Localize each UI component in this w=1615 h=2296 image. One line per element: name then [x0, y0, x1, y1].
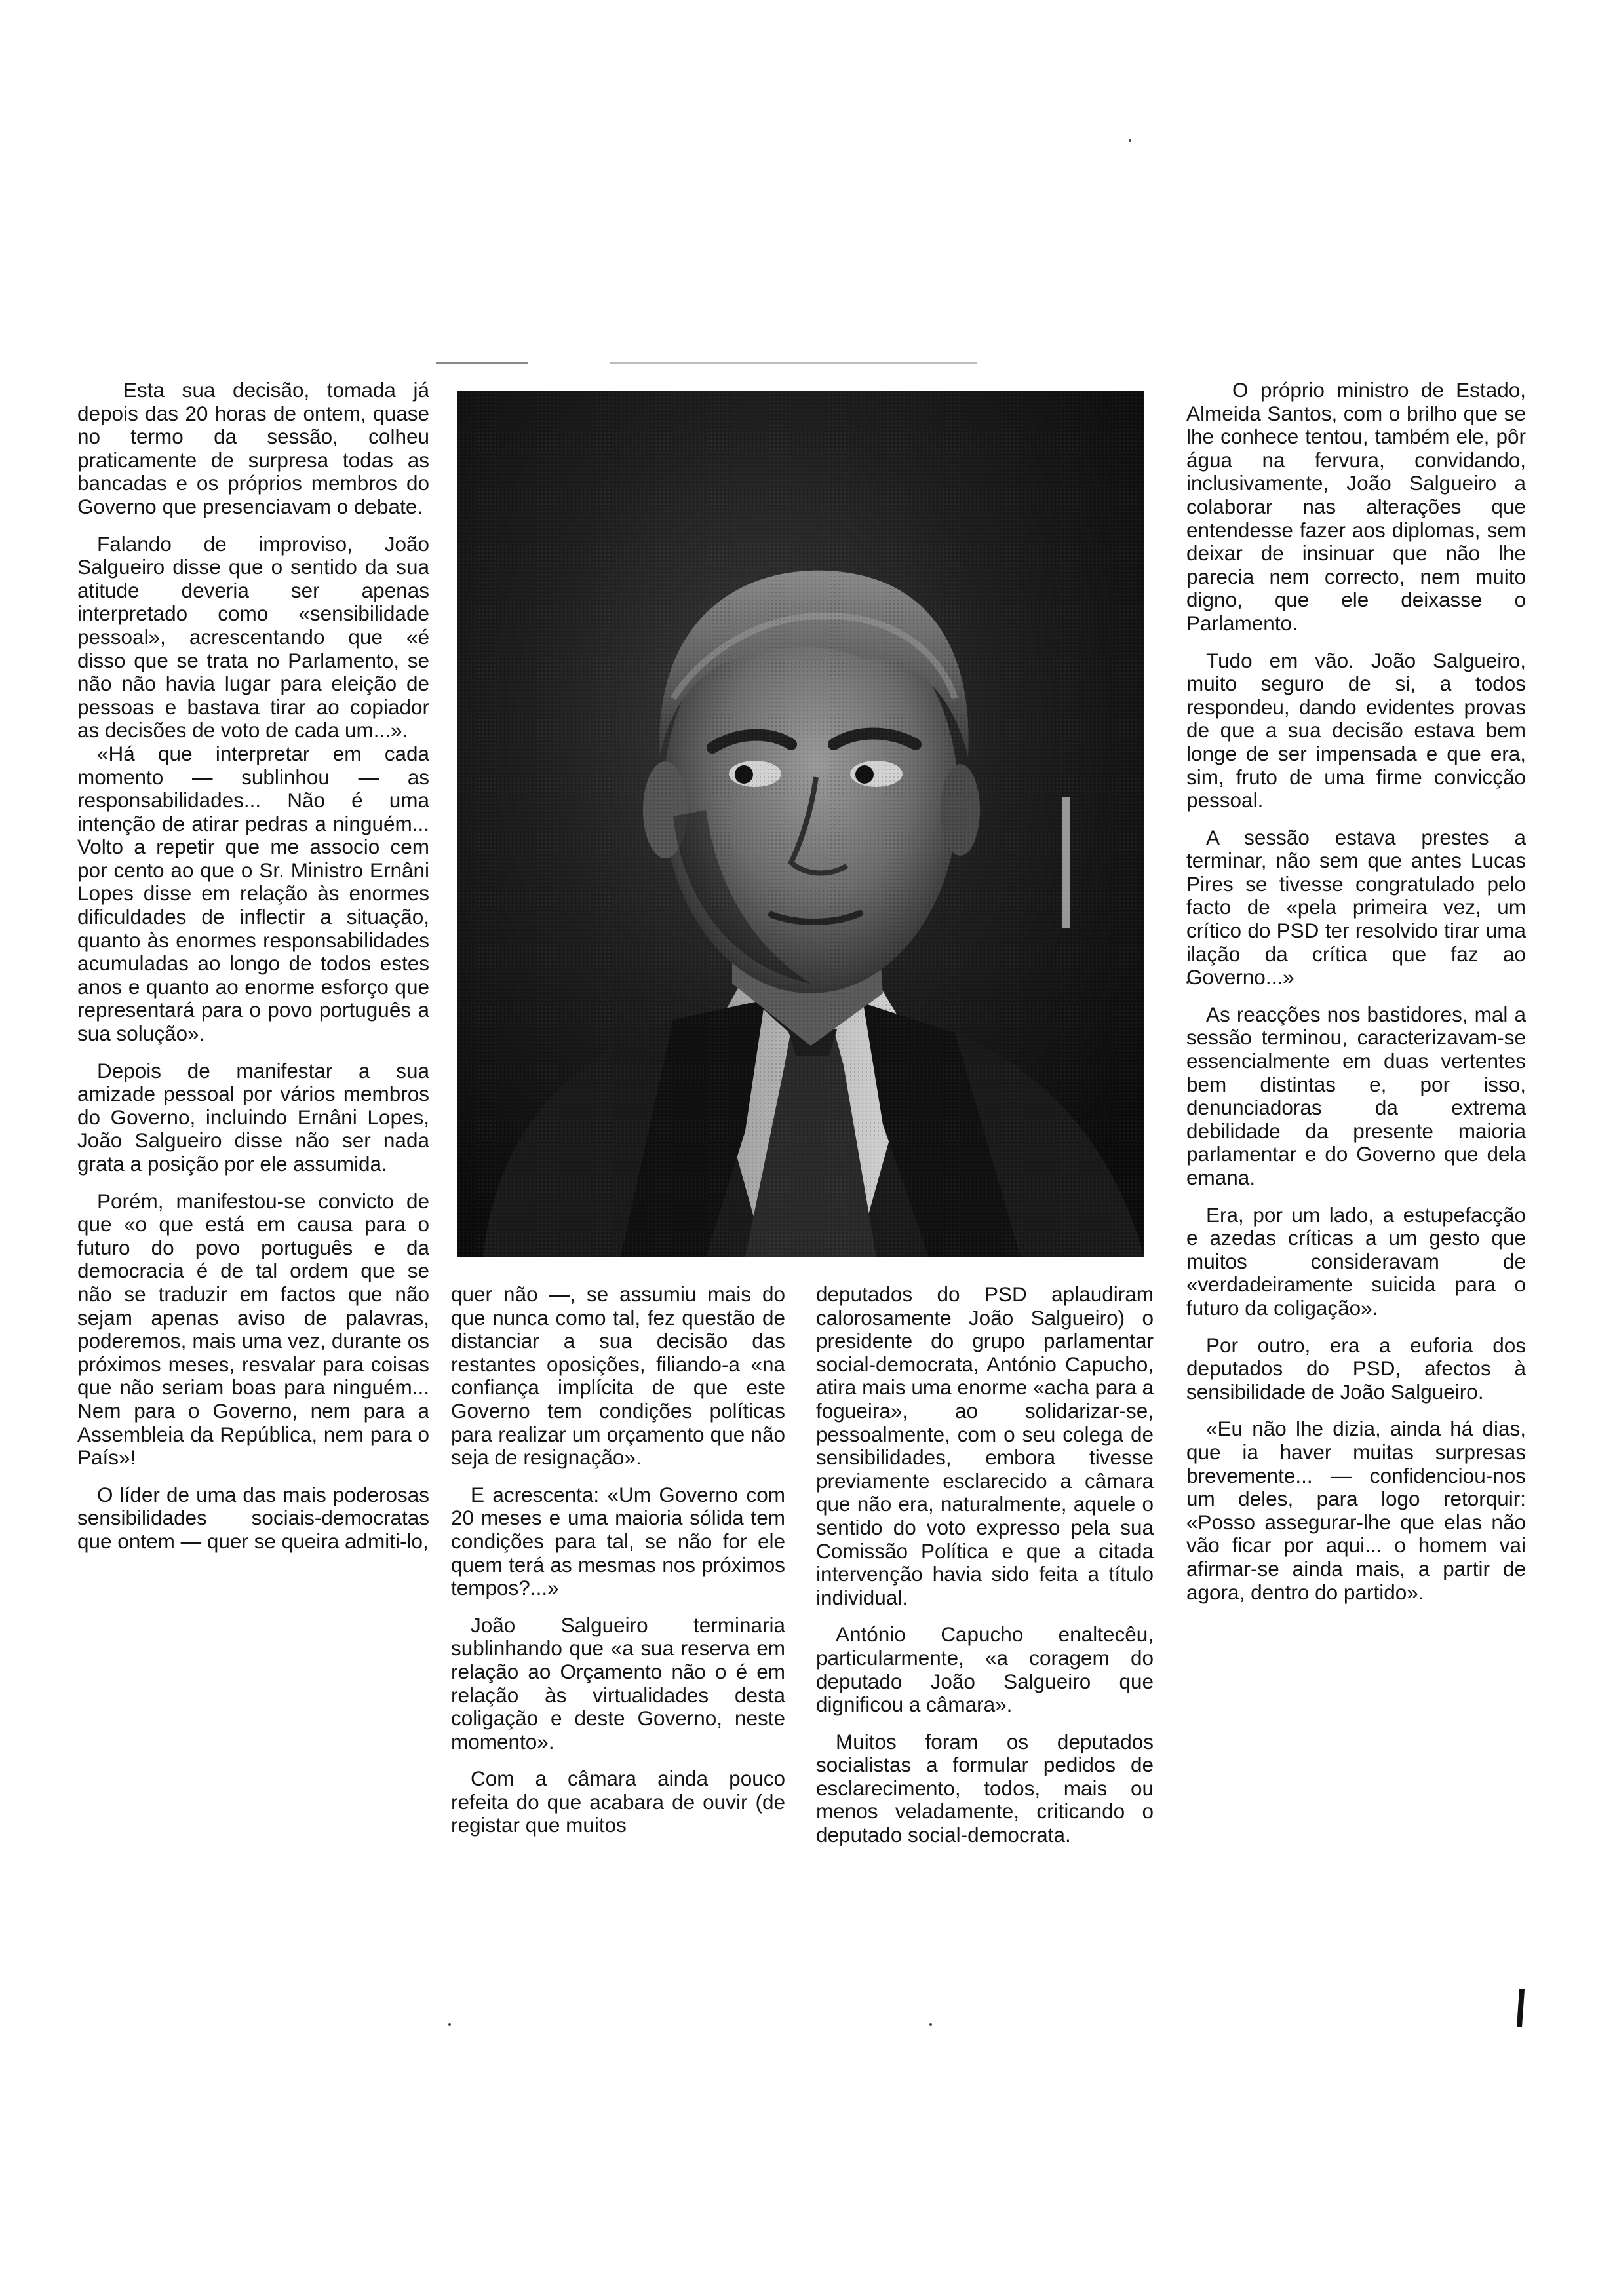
portrait-photo: [457, 391, 1144, 1257]
scan-speck: [436, 362, 528, 364]
paragraph: Porém, manifestou-se convicto de que «o que está em causa para o futuro do povo português e da democracia é de tal ordem que se não se traduzir em factos que não sejam apenas aviso de palavras, poderemos, mais uma vez, durante os próximos meses, resvalar para coisas que não seriam boas para ninguém... Nem para o Governo, nem para a Assembleia da República, nem para o País»!: [77, 1189, 429, 1470]
article-column-4: [1186, 379, 1526, 1618]
paragraph: António Capucho enaltecêu, particularmente, «a coragem do deputado João Salgueiro que dignificou a câmara».: [816, 1622, 1154, 1717]
paragraph: Falando de improviso, João Salgueiro disse que o sentido da sua atitude deveria ser apenas interpretado como «sensibilidade pessoal», acrescentando que «é disso que se trata no Parlamento, se não não havia lugar para eleição de pessoas e bastava tirar ao copiador as decisões de voto de cada um...».: [77, 531, 429, 742]
scan-speck: [1129, 139, 1131, 142]
article-column-3: [816, 1283, 1154, 1861]
paragraph: Por outro, era a euforia dos deputados do PSD, afectos à sensibilidade de João Salgueiro.: [1186, 1333, 1526, 1404]
paragraph: João Salgueiro terminaria sublinhando que «a sua reserva em relação ao Orçamento não o é em relação às virtualidades desta coligação e deste Governo, neste momento».: [451, 1613, 785, 1753]
paragraph: Esta sua decisão, tomada já depois das 20 horas de ontem, quase no termo da sessão, colheu praticamente de surpresa todas as bancadas e os próprios membros do Governo que presenciavam o debate.: [77, 378, 429, 518]
article-column-1: [77, 379, 429, 1567]
paragraph: E acrescenta: «Um Governo com 20 meses e uma maioria sólida tem condições para tal, se não for ele quem terá as mesmas nos próximos tempos?...»: [451, 1482, 785, 1600]
paragraph: «Há que interpretar em cada momento — sublinhou — as responsabilidades... Não é uma intenção de atirar pedras a ninguém... Volto a repetir que me associo cem por cento ao que o Sr. Ministro Ernâni Lopes disse em relação às enormes dificuldades de inflectir a situação, quanto às enormes responsabilidades acumuladas ao longo de todos estes anos e quanto ao enorme esforço que representará para o povo português a sua solução».: [77, 741, 429, 1046]
scan-speck: [610, 362, 977, 364]
portrait-image: [457, 391, 1144, 1257]
scan-speck: [448, 2023, 451, 2026]
paragraph: deputados do PSD aplaudiram calorosamente João Salgueiro) o presidente do grupo parlamentar social-democrata, António Capucho, atira mais uma enorme «acha para a fogueira», ao solidarizar-se, pessoalmente, com o seu colega de sensibilidades, embora tivesse previamente esclarecido a câmara que não era, naturalmente, aquele o sentido do voto expresso pela sua Comissão Política e que a citada intervenção havia sido feita a título individual.: [816, 1282, 1154, 1609]
paragraph: Muitos foram os deputados socialistas a formular pedidos de esclarecimento, todos, mais ou menos veladamente, criticando o deputado social-democrata.: [816, 1729, 1154, 1847]
paragraph: As reacções nos bastidores, mal a sessão terminou, caracterizavam-se essencialmente em duas vertentes bem distintas e, por isso, denunciadoras da extrema debilidade da presente maioria parlamentar e do Governo que dela emana.: [1186, 1002, 1526, 1189]
article-column-2: [451, 1283, 785, 1851]
paragraph: A sessão estava prestes a terminar, não sem que antes Lucas Pires se tivesse congratulado pelo facto de «pela primeira vez, um crítico do PSD ter resolvido tirar uma ilação da crítica que faz ao Governo...»: [1186, 825, 1526, 989]
paragraph: Com a câmara ainda pouco refeita do que acabara de ouvir (de registar que muitos: [451, 1767, 785, 1837]
paragraph: «Eu não lhe dizia, ainda há dias, que ia haver muitas surpresas brevemente... — confidenciou-nos um deles, para logo retorquir: «Posso assegurar-lhe que elas não vão ficar por aqui... o homem vai afirmar-se ainda mais, a partir de agora, dentro do partido».: [1186, 1417, 1526, 1604]
scan-speck: [929, 2023, 932, 2026]
paragraph: O próprio ministro de Estado, Almeida Santos, com o brilho que se lhe conhece tentou, também ele, pôr água na fervura, convidando, inclusivamente, João Salgueiro a colaborar nas alterações que entendesse fazer aos diplomas, sem deixar de insinuar que não lhe parecia nem correcto, nem muito digno, que ele deixasse o Parlamento.: [1186, 378, 1526, 635]
paragraph: O líder de uma das mais poderosas sensibilidades sociais-democratas que ontem — quer se queira admiti-lo,: [77, 1482, 429, 1553]
paragraph: Tudo em vão. João Salgueiro, muito seguro de si, a todos respondeu, dando evidentes provas de que a sua decisão estava bem longe de ser impensada e que era, sim, fruto de uma firme convicção pessoal.: [1186, 648, 1526, 813]
end-of-article-mark: [1517, 1989, 1525, 2027]
paragraph: Depois de manifestar a sua amizade pessoal por vários membros do Governo, incluindo Ernâni Lopes, João Salgueiro disse não ser nada grata a posição por ele assumida.: [77, 1058, 429, 1176]
paragraph: Era, por um lado, a estupefacção e azedas críticas a um gesto que muitos consideravam de «verdadeiramente suicida para o futuro da coligação».: [1186, 1202, 1526, 1320]
paragraph: quer não —, se assumiu mais do que nunca como tal, fez questão de distanciar a sua decisão das restantes oposições, filiando-a «na confiança implícita de que este Governo tem condições políticas para realizar um orçamento que não seja de resignação».: [451, 1282, 785, 1470]
